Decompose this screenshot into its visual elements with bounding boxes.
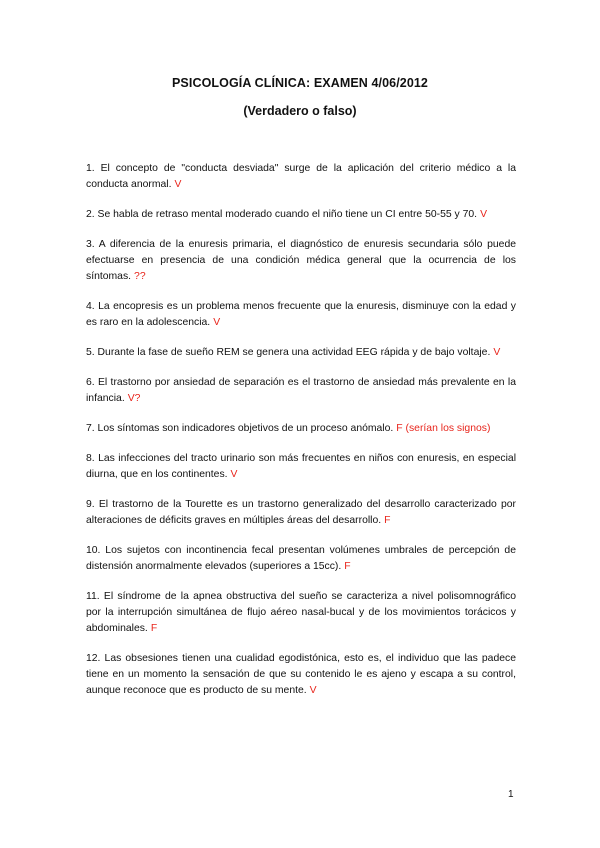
answer-mark: F [384,515,391,526]
question-text: 3. A diferencia de la enuresis primaria, el diagnóstico de enuresis secundaria sólo puede efectuarse en presencia de una condición médica general que la ocurrencia de los síntomas. [86,239,516,282]
answer-mark: V [174,179,182,190]
answer-mark: V [230,469,238,480]
question-item [86,207,516,223]
question-text: 11. El síndrome de la apnea obstructiva del sueño se caracteriza a nivel polisomnográfico por la interrupción simultánea de flujo aéreo nasal-bucal y de los movimientos torácicos y abdominales. [86,591,516,634]
question-item [86,543,516,575]
question-text: 5. Durante la fase de sueño REM se genera una actividad EEG rápida y de bajo voltaje. [86,347,491,358]
answer-mark: F (serían los signos) [396,423,491,434]
question-text: 6. El trastorno por ansiedad de separación es el trastorno de ansiedad más prevalente en la infancia. [86,377,516,404]
answer-mark: V [480,209,487,220]
document-subtitle: (Verdadero o falso) [243,104,357,118]
question-item [86,161,516,193]
question-item [86,237,516,285]
question-text: 7. Los síntomas son indicadores objetivos de un proceso anómalo. [86,423,394,434]
question-list [86,161,516,713]
question-text: 8. Las infecciones del tracto urinario son más frecuentes en niños con enuresis, en especial diurna, que en los continentes. [86,453,516,480]
answer-mark: V [493,347,501,358]
question-item [86,589,516,637]
question-item [86,299,516,331]
document-title: PSICOLOGÍA CLÍNICA: EXAMEN 4/06/2012 [172,76,428,90]
answer-mark: V [213,317,221,328]
question-text: 9. El trastorno de la Tourette es un trastorno generalizado del desarrollo caracterizado por alteraciones de déficits graves en múltiples áreas del desarrollo. [86,499,516,526]
question-text: 1. El concepto de "conducta desviada" surge de la aplicación del criterio médico a la conducta anormal. [86,163,516,190]
answer-mark: V [309,685,317,696]
question-item [86,497,516,529]
answer-mark: V? [127,393,141,404]
question-item [86,451,516,483]
answer-mark: ?? [134,271,146,282]
answer-mark: F [150,623,158,634]
question-text: 12. Las obsesiones tienen una cualidad egodistónica, esto es, el individuo que las padece tiene en un momento la sensación de que su contenido le es ajeno y escapa a su control, aunque reconoce que es producto de su mente. [86,653,516,696]
question-item [86,651,516,699]
question-item [86,375,516,407]
page-number: 1 [508,789,514,800]
answer-mark: F [344,561,351,572]
question-item [86,345,516,361]
question-text: 10. Los sujetos con incontinencia fecal presentan volúmenes umbrales de percepción de distensión anormalmente elevados (superiores a 15cc). [86,545,516,572]
question-text: 4. La encopresis es un problema menos frecuente que la enuresis, disminuye con la edad y es raro en la adolescencia. [86,301,516,328]
question-text: 2. Se habla de retraso mental moderado cuando el niño tiene un CI entre 50-55 y 70. [86,209,478,220]
question-item [86,421,516,437]
